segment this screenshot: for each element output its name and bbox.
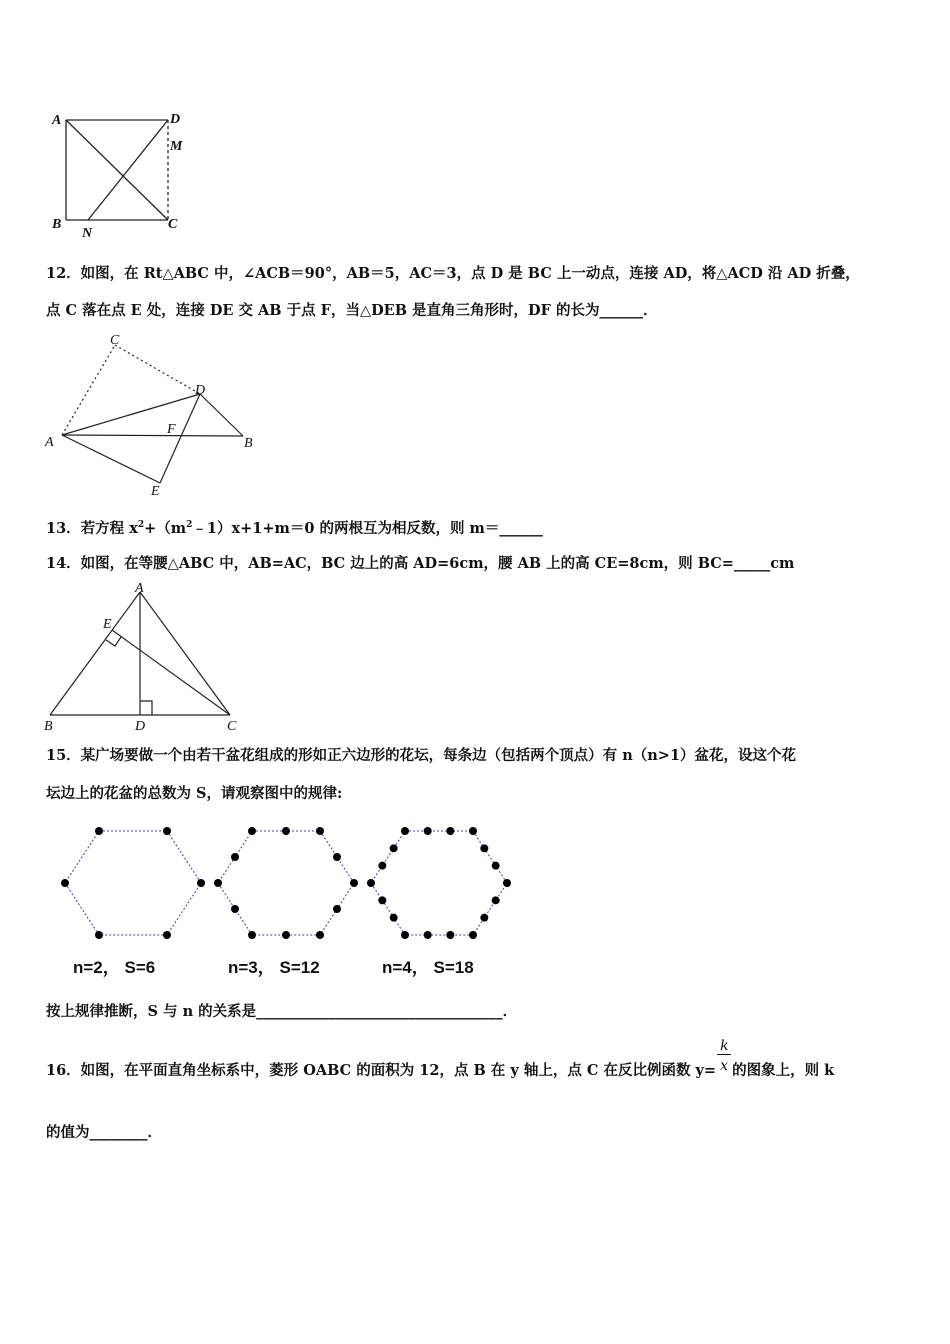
q16-line1: 16．如图，在平面直角坐标系中，菱形 OABC 的面积为 12，点 B 在 y 轴上，点 C 在反比例函数 y= $\frac{k}{x}$ 的图象上，则 k [46,1038,835,1079]
figure-isosceles-triangle [40,578,250,734]
flower-pot [480,844,488,852]
hexagon-n3 [218,831,354,935]
label-c: C [168,217,178,232]
flower-pot [350,879,358,887]
figure-square-abcd [46,106,206,242]
flower-pot [214,879,222,887]
q12-line1: 12．如图，在 Rt△ABC 中，∠ACB＝90°，AB＝5，AC＝3，点 D 是 BC 上一动点，连接 AD，将△ACD 沿 AD 折叠， [46,265,860,282]
flower-pot [163,827,171,835]
flower-pot [231,853,239,861]
flower-pot [333,853,341,861]
flower-pot [390,844,398,852]
label-b: B [44,719,53,734]
q14-text: 14．如图，在等腰△ABC 中，AB=AC，BC 边上的高 AD=6cm，腰 AB 上的高 CE=8cm，则 BC=_____cm [46,555,795,572]
flower-pot [248,827,256,835]
flower-pot [424,827,432,835]
flower-pot [95,931,103,939]
caption-n4: n=4， S=18 [382,958,474,977]
q15-line1: 15．某广场要做一个由若干盆花组成的形如正六边形的花坛，每条边（包括两个顶点）有 n（n>1）盆花，设这个花 [46,747,797,764]
q12-line2: 点 C 落在点 E 处，连接 DE 交 AB 于点 F，当△DEB 是直角三角形时，DF 的长为______． [46,302,658,319]
label-a: A [45,435,54,450]
label-d: D [135,719,146,734]
flower-pot [378,896,386,904]
flower-pot [446,931,454,939]
flower-pot [446,827,454,835]
label-c: C [110,333,120,348]
flower-pot [480,914,488,922]
flower-pot [248,931,256,939]
flower-pot [367,879,375,887]
label-e: E [151,484,160,499]
flower-pot [492,862,500,870]
q15-line2: 坛边上的花盆的总数为 S，请观察图中的规律: [46,785,343,802]
flower-pot [316,931,324,939]
flower-pot [469,827,477,835]
flower-pot [61,879,69,887]
flower-pot [503,879,511,887]
flower-pot [282,931,290,939]
hexagon-n2 [65,831,201,935]
q15-conclusion: 按上规律推断，S 与 n 的关系是__________________________________． [46,1003,518,1020]
flower-pot [401,931,409,939]
label-b: B [52,217,62,232]
flower-pot [492,896,500,904]
label-e: E [103,617,112,632]
fraction-k-over-x: $\frac{k}{x}$ [716,1064,732,1078]
label-b: B [244,436,253,451]
flower-pot [231,905,239,913]
label-a: A [52,113,62,128]
label-d: D [170,112,181,127]
flower-pot [469,931,477,939]
flower-pot [378,862,386,870]
caption-n3: n=3， S=12 [228,958,320,977]
flower-pot [333,905,341,913]
label-m: M [170,139,183,154]
flower-pot [197,879,205,887]
figure-fold-triangle [40,330,270,500]
figure-hexagon-pattern [40,815,540,985]
caption-n2: n=2， S=6 [73,958,156,977]
flower-pot [316,827,324,835]
label-d: D [195,383,206,398]
q16-line2: 的值为________． [46,1124,162,1141]
q13-text: 13．若方程 $x^2+(m^2﹣1)x+1+m=0$ 的两根互为相反数，则 m＝______ [46,520,543,537]
flower-pot [390,914,398,922]
label-c: C [227,719,237,734]
flower-pot [95,827,103,835]
flower-pot [401,827,409,835]
flower-pot [282,827,290,835]
flower-pot [163,931,171,939]
label-a: A [135,581,144,596]
label-n: N [82,226,93,241]
flower-pot [424,931,432,939]
label-f: F [167,422,176,437]
